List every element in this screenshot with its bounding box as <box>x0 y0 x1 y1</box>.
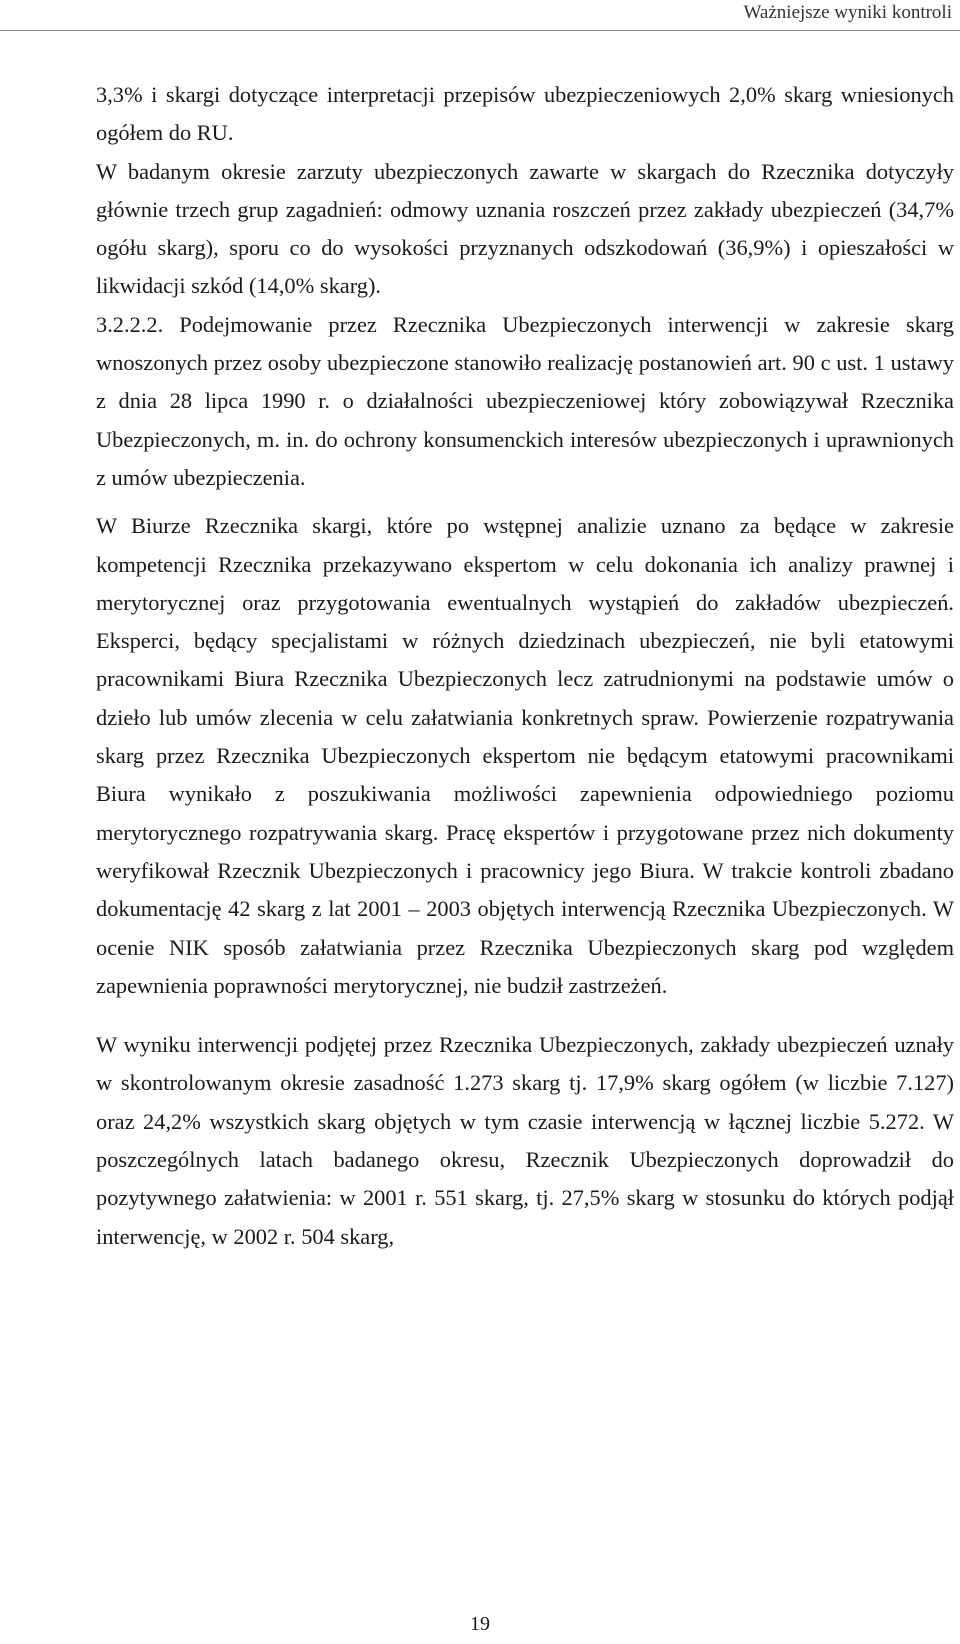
header-divider <box>0 30 960 31</box>
running-header: Ważniejsze wyniki kontroli <box>743 2 952 23</box>
paragraph-section-3-2-2-2: 3.2.2.2. Podejmowanie przez Rzecznika Ubezpieczonych interwencji w zakresie skarg wnoszonych przez osoby ubezpieczone stanowiło realizację postanowień art. 90 c ust. 1 ustawy z dnia 28 lipca 1990 r. o działalności ubezpieczeniowej który zobowiązywał Rzecznika Ubezpieczonych, m. in. do ochrony konsumenckich interesów ubezpieczonych i uprawnionych z umów ubezpieczenia. <box>96 311 954 490</box>
paragraph-complaints-groups: W badanym okresie zarzuty ubezpieczonych zawarte w skargach do Rzecznika dotyczyły głównie trzech grup zagadnień: odmowy uznania roszczeń przez zakłady ubezpieczeń (34,7% ogółu skarg), sporu co do wysokości przyznanych odszkodowań (36,9%) i opieszałości w likwidacji szkód (14,0% skarg). <box>96 158 954 299</box>
paragraph-intervention-results: W wyniku interwencji podjętej przez Rzecznika Ubezpieczonych, zakłady ubezpieczeń uznały w skontrolowanym okresie zasadność 1.273 skarg tj. 17,9% skarg ogółem (w liczbie 7.127) oraz 24,2% wszystkich skarg objętych w tym czasie interwencją w łącznej liczbie 5.272. W poszczególnych latach badanego okresu, Rzecznik Ubezpieczonych doprowadził do pozytywnego załatwienia: w 2001 r. 551 skarg, tj. 27,5% skarg w stosunku do których podjął interwencję, w 2002 r. 504 skarg, <box>96 1032 954 1249</box>
page-body <box>96 76 954 1256</box>
paragraph-experts: W Biurze Rzecznika skargi, które po wstępnej analizie uznano za będące w zakresie kompetencji Rzecznika przekazywano ekspertom w celu dokonania ich analizy prawnej i merytorycznej oraz przygotowania ewentualnych wystąpień do zakładów ubezpieczeń. Eksperci, będący specjalistami w różnych dziedzinach ubezpieczeń, nie byli etatowymi pracownikami Biura Rzecznika Ubezpieczonych lecz zatrudnionymi na podstawie umów o dzieło lub umów zlecenia w celu załatwiania konkretnych spraw. Powierzenie rozpatrywania skarg przez Rzecznika Ubezpieczonych ekspertom nie będącym etatowymi pracownikami Biura wynikało z poszukiwania możliwości zapewnienia odpowiedniego poziomu merytorycznego rozpatrywania skarg. Pracę ekspertów i przygotowane przez nich dokumenty weryfikował Rzecznik Ubezpieczonych i pracownicy jego Biura. W trakcie kontroli zbadano dokumentację 42 skarg z lat 2001 – 2003 objętych interwencją Rzecznika Ubezpieczonych. W ocenie NIK sposób załatwiania przez Rzecznika Ubezpieczonych skarg pod względem zapewnienia poprawności merytorycznej, nie budził zastrzeżeń. <box>96 513 954 998</box>
page-number: 19 <box>470 1613 490 1635</box>
paragraph-continuation: 3,3% i skargi dotyczące interpretacji przepisów ubezpieczeniowych 2,0% skarg wniesionych ogółem do RU. <box>96 82 954 146</box>
